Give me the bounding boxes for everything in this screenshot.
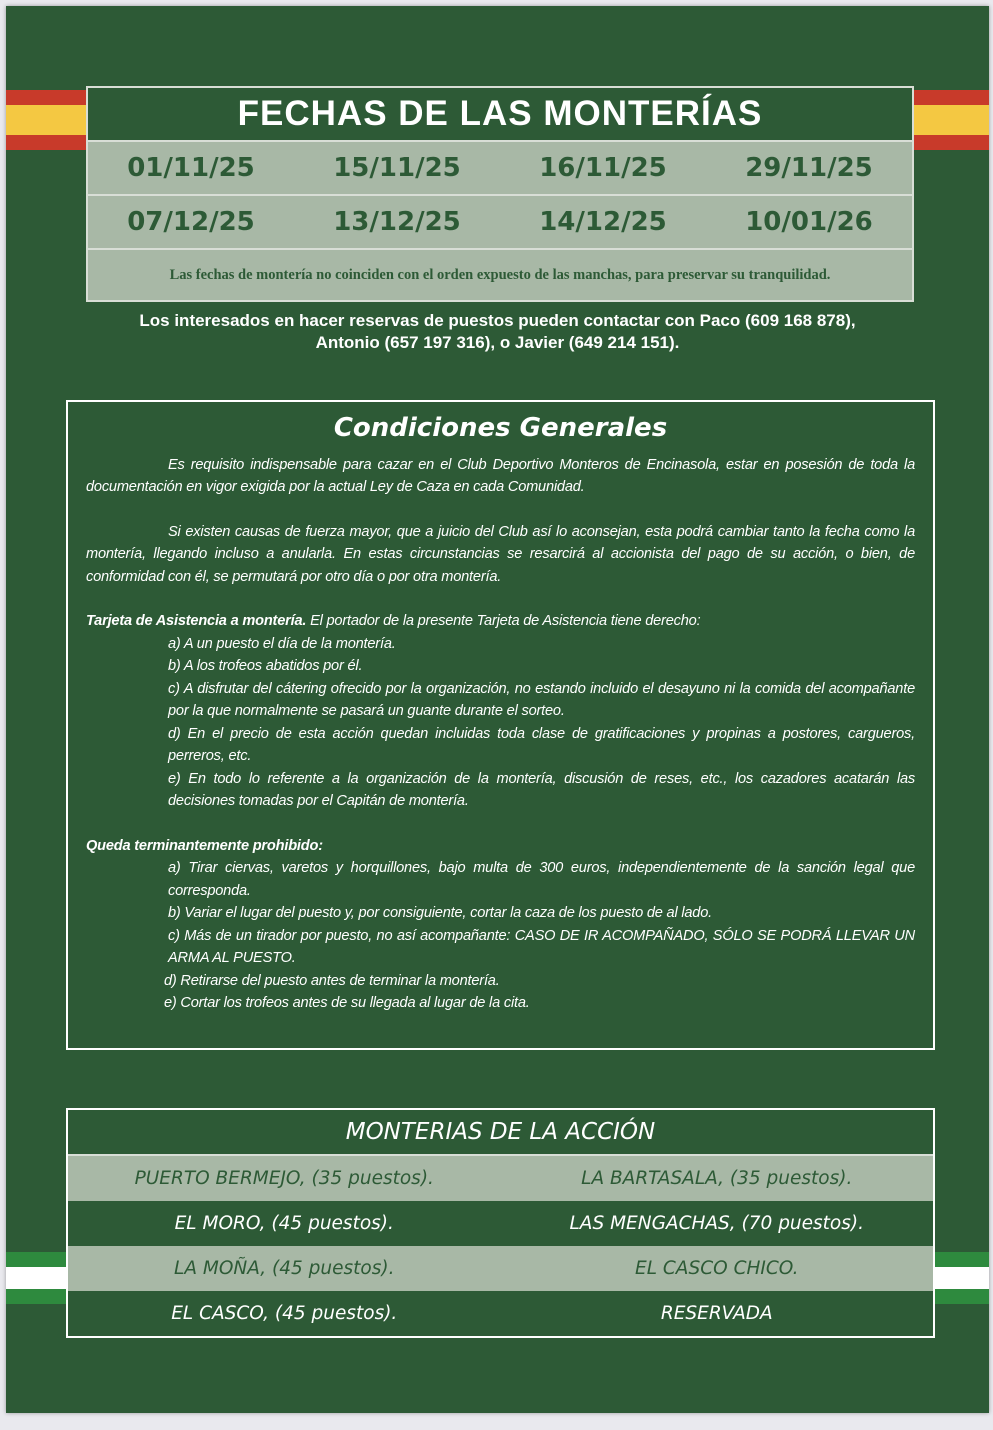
- monteria-cell: EL MORO, (45 puestos).: [174, 1213, 394, 1234]
- dates-table: [86, 86, 914, 302]
- monterias-row: [68, 1246, 933, 1291]
- dates-row-2: [88, 196, 912, 250]
- spain-flag-right: [914, 90, 989, 150]
- monteria-cell: LA MOÑA, (45 puestos).: [174, 1258, 395, 1279]
- card-label: Tarjeta de Asistencia a montería.: [86, 613, 307, 629]
- monterias-row: [68, 1291, 933, 1336]
- card-item: d) En el precio de esta acción quedan incluidas toda clase de gratificaciones y propinas a postores, cargueros, perreros, etc.: [168, 725, 915, 764]
- card-heading: [86, 610, 915, 633]
- prohibited-heading: Queda terminantemente prohibido:: [86, 837, 323, 854]
- conditions-box: [66, 400, 935, 1050]
- contact-info: [66, 310, 929, 354]
- contact-line-2: Antonio (657 197 316), o Javier (649 214 151).: [315, 333, 680, 352]
- contact-line-1: Los interesados en hacer reservas de puestos pueden contactar con Paco (609 168 878),: [139, 311, 856, 330]
- monterias-row: [68, 1156, 933, 1201]
- card-text: El portador de la presente Tarjeta de Asistencia tiene derecho:: [306, 613, 701, 629]
- date-cell: 01/11/25: [127, 153, 255, 183]
- monteria-cell: EL CASCO, (45 puestos).: [171, 1303, 398, 1324]
- date-cell: 16/11/25: [539, 153, 667, 183]
- flyer-page: [6, 6, 989, 1413]
- card-item: c) A disfrutar del cátering ofrecido por la organización, no estando incluido el desayuno ni la comida del acompañante por la que normalmente se pasará un guante durante el sorteo.: [168, 680, 915, 719]
- monteria-cell: RESERVADA: [660, 1303, 773, 1324]
- monterias-row: [68, 1201, 933, 1246]
- prohibited-item: c) Más de un tirador por puesto, no así acompañante: CASO DE IR ACOMPAÑADO, SÓLO SE PODRÁ LLEVAR UN ARMA AL PUESTO.: [168, 927, 915, 966]
- card-item: a) A un puesto el día de la montería.: [168, 635, 396, 652]
- prohibited-item: e) Cortar los trofeos antes de su llegada al lugar de la cita.: [164, 995, 530, 1011]
- dates-row-1: [88, 142, 912, 196]
- andalusia-flag-right: [935, 1252, 989, 1312]
- conditions-paragraph-2: Si existen causas de fuerza mayor, que a juicio del Club así lo aconsejan, esta podrá cambiar tanto la fecha como la montería, llegando incluso a anularla. En estas circunstancias se resarcirá al accionista del pago de su acción, o bien, de conformidad con él, se permutará por otro día o por otra montería.: [86, 523, 915, 585]
- prohibited-item: b) Variar el lugar del puesto y, por consiguiente, cortar la caza de los puesto de al lado.: [168, 905, 712, 921]
- dates-title: FECHAS DE LAS MONTERÍAS: [88, 88, 912, 142]
- monterias-table: [66, 1108, 935, 1338]
- date-cell: 07/12/25: [127, 207, 255, 237]
- date-cell: 15/11/25: [333, 153, 461, 183]
- monteria-cell: PUERTO BERMEJO, (35 puestos).: [134, 1168, 434, 1189]
- card-item: b) A los trofeos abatidos por él.: [168, 658, 363, 674]
- date-cell: 29/11/25: [745, 153, 873, 183]
- conditions-paragraph-1: Es requisito indispensable para cazar en el Club Deportivo Monteros de Encinasola, estar en posesión de toda la documentación en vigor exigida por la actual Ley de Caza en cada Comunidad.: [86, 456, 915, 495]
- conditions-title: Condiciones Generales: [333, 413, 668, 443]
- prohibited-item: d) Retirarse del puesto antes de terminar la montería.: [164, 972, 500, 989]
- spain-flag-left: [6, 90, 86, 150]
- monteria-cell: EL CASCO CHICO.: [635, 1258, 799, 1279]
- date-cell: 13/12/25: [333, 207, 461, 237]
- monteria-cell: LA BARTASALA, (35 puestos).: [581, 1168, 853, 1189]
- date-cell: 10/01/26: [745, 207, 873, 237]
- dates-note: Las fechas de montería no coinciden con el orden expuesto de las manchas, para preservar su tranquilidad.: [88, 250, 912, 300]
- prohibited-item: a) Tirar ciervas, varetos y horquillones, bajo multa de 300 euros, independientemente de la sanción legal que corresponda.: [168, 860, 915, 899]
- card-item: e) En todo lo referente a la organización de la montería, discusión de reses, etc., los cazadores acatarán las decisiones tomadas por el Capitán de montería.: [168, 770, 915, 809]
- date-cell: 14/12/25: [539, 207, 667, 237]
- monterias-title: MONTERIAS DE LA ACCIÓN: [68, 1110, 933, 1156]
- monteria-cell: LAS MENGACHAS, (70 puestos).: [569, 1213, 864, 1234]
- andalusia-flag-left: [6, 1252, 66, 1312]
